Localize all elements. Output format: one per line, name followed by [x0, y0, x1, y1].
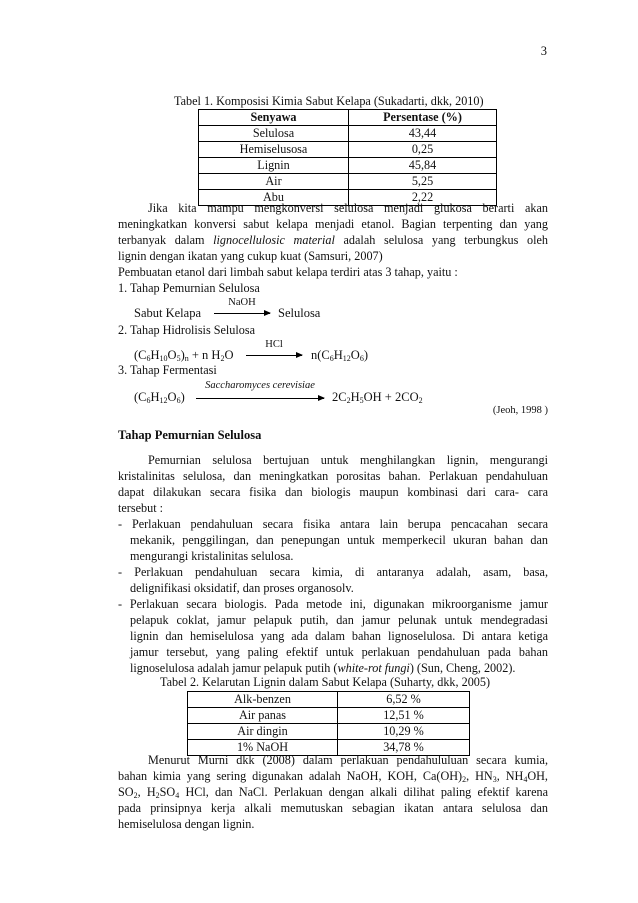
table-cell: Air dingin	[188, 724, 338, 740]
step1-title: 1. Tahap Pemurnian Selulosa	[118, 281, 260, 295]
table-cell: 10,29 %	[338, 724, 470, 740]
section-line: dapat dilakukan secara fisika dan biologis maupun kombinasi dari cara- cara	[118, 485, 548, 499]
table-row	[199, 174, 497, 190]
table1	[198, 109, 497, 206]
table-row	[188, 724, 470, 740]
table-row	[188, 692, 470, 708]
reaction-arrow	[196, 398, 324, 399]
table-cell: Lignin	[199, 158, 349, 174]
bullet-line: mekanik, penggilingan, dan penepungan untuk memperkecil ukuran bahan dan	[130, 533, 548, 547]
final-para-line: pada prinsipnya kerja alkali memutuskan sebagian ikatan antara selulosa dan	[118, 801, 548, 815]
bullet-line	[130, 660, 560, 676]
table-cell: 0,25	[349, 142, 497, 158]
table-row	[199, 158, 497, 174]
bullet-line: - Perlakuan pendahuluan secara kimia, di antaranya adalah, asam, basa,	[118, 565, 548, 579]
step3-reactant: $(C_6H_{12}O_6)$	[134, 390, 185, 405]
table2-caption: Tabel 2. Kelarutan Lignin dalam Sabut Kelapa (Suharty, dkk, 2005)	[160, 675, 491, 689]
section-line: Pemurnian selulosa bertujuan untuk menghilangkan lignin, mengurangi	[148, 453, 548, 467]
table2	[187, 691, 470, 756]
table-cell: 1% NaOH	[188, 740, 338, 756]
table-row	[199, 126, 497, 142]
final-para-line: Menurut Murni dkk (2008) dalam perlakuan pendahululuan secara kumia,	[148, 753, 548, 767]
table-header-cell: Persentase (%)	[349, 110, 497, 126]
table-cell: Alk-benzen	[188, 692, 338, 708]
step1-reagent: NaOH	[228, 297, 256, 308]
bullet-text: ) (Sun, Cheng, 2002).	[409, 661, 516, 675]
bullet-line: lignin dan hemiselulosa yang ada dalam bahan lignoselulosa. Di antara ketiga	[130, 629, 548, 643]
table-cell: Air panas	[188, 708, 338, 724]
table1-caption: Tabel 1. Komposisi Kimia Sabut Kelapa (Sukadarti, dkk, 2010)	[174, 94, 484, 108]
table-cell: Selulosa	[199, 126, 349, 142]
step2-reagent: HCl	[265, 339, 283, 350]
para1-italic-term: lignocellulosic material	[213, 233, 335, 247]
para1-line: meningkatkan konversi sabut kelapa menjadi etanol. Bagian terpenting dan yang	[118, 217, 548, 231]
step3-title: 3. Tahap Fermentasi	[118, 363, 217, 377]
bullet-line: pelapuk coklat, jamur pelapuk putih, dan jamur pelunak untuk mendegradasi	[130, 613, 548, 627]
section-heading: Tahap Pemurnian Selulosa	[118, 428, 262, 442]
reaction-arrow	[246, 355, 302, 356]
para1-line: lignin dengan ikatan yang cukup kuat (Samsuri, 2007)	[118, 249, 383, 263]
bullet-line: - Perlakuan pendahuluan secara fisika antara lain berupa pencacahan secara	[118, 517, 548, 531]
page-number: 3	[540, 44, 547, 58]
reaction-arrow	[214, 313, 270, 314]
step2-product: $n(C_6H_{12}O_6)$	[311, 348, 368, 363]
step1-reactant: Sabut Kelapa	[134, 306, 201, 320]
bullet-line: delignifikasi oksidatif, dan proses organosolv.	[130, 581, 354, 595]
para1-line: Jika kita mampu mengkonversi selulosa menjadi glukosa berarti akan	[148, 201, 548, 215]
final-para-line: hemiselulosa dengan lignin.	[118, 817, 255, 831]
table-cell: 12,51 %	[338, 708, 470, 724]
step2-reactant: $(C_6H_{10}O_5)_n + n$ $H_2O$	[134, 348, 234, 363]
table-row	[199, 142, 497, 158]
table-cell: Abu	[199, 190, 349, 206]
section-line: tersebut :	[118, 501, 164, 515]
table-header-row	[199, 110, 497, 126]
step3-product: $2C_2H_5OH + 2CO_2$	[332, 390, 423, 405]
para1-line: Pembuatan etanol dari limbah sabut kelapa terdiri atas 3 tahap, yaitu :	[118, 265, 458, 279]
step2-title: 2. Tahap Hidrolisis Selulosa	[118, 323, 256, 337]
para1-text: adalah selulosa yang terbungkus oleh	[343, 233, 549, 247]
bullet-line: - Perlakuan secara biologis. Pada metode ini, digunakan mikroorganisme jamur	[118, 597, 548, 611]
citation: (Jeoh, 1998 )	[492, 405, 548, 416]
step1-product: Selulosa	[278, 306, 321, 320]
table-cell: Hemiselusosa	[199, 142, 349, 158]
table-cell: Air	[199, 174, 349, 190]
bullet-italic-term: white-rot fungi	[337, 661, 410, 675]
table-row	[188, 708, 470, 724]
table-cell: 45,84	[349, 158, 497, 174]
table-cell: 5,25	[349, 174, 497, 190]
table-cell: 6,52 %	[338, 692, 470, 708]
table-header-cell: Senyawa	[199, 110, 349, 126]
bullet-text: lignoselulosa adalah jamur pelapuk putih (	[130, 661, 338, 675]
final-para-line: bahan kimia yang sering digunakan adalah NaOH, KOH, $Ca(OH)_2$, $HN_3$, $NH_4OH$,	[118, 769, 548, 784]
para1-line	[118, 232, 548, 248]
table-cell: 43,44	[349, 126, 497, 142]
final-para-line: $SO_2$, $H_2SO_4$ HCl, dan NaCl. Perlakuan dengan alkali dilihat paling efektif karena	[118, 785, 548, 800]
bullet-line: mengurangi kristalinitas selulosa.	[130, 549, 294, 563]
section-line: kristalinitas selulosa, dan meningkatkan porositas bahan. Perlakuan pendahuluan	[118, 469, 548, 483]
para1-text: terbanyak dalam	[118, 233, 205, 247]
table-cell: 34,78 %	[338, 740, 470, 756]
step3-reagent: Saccharomyces cerevisiae	[205, 380, 315, 391]
table-cell: 2,22	[349, 190, 497, 206]
bullet-line: jamur tersebut, yang paling efektif untuk perlakuan pendahuluan pada bahan	[130, 645, 548, 659]
